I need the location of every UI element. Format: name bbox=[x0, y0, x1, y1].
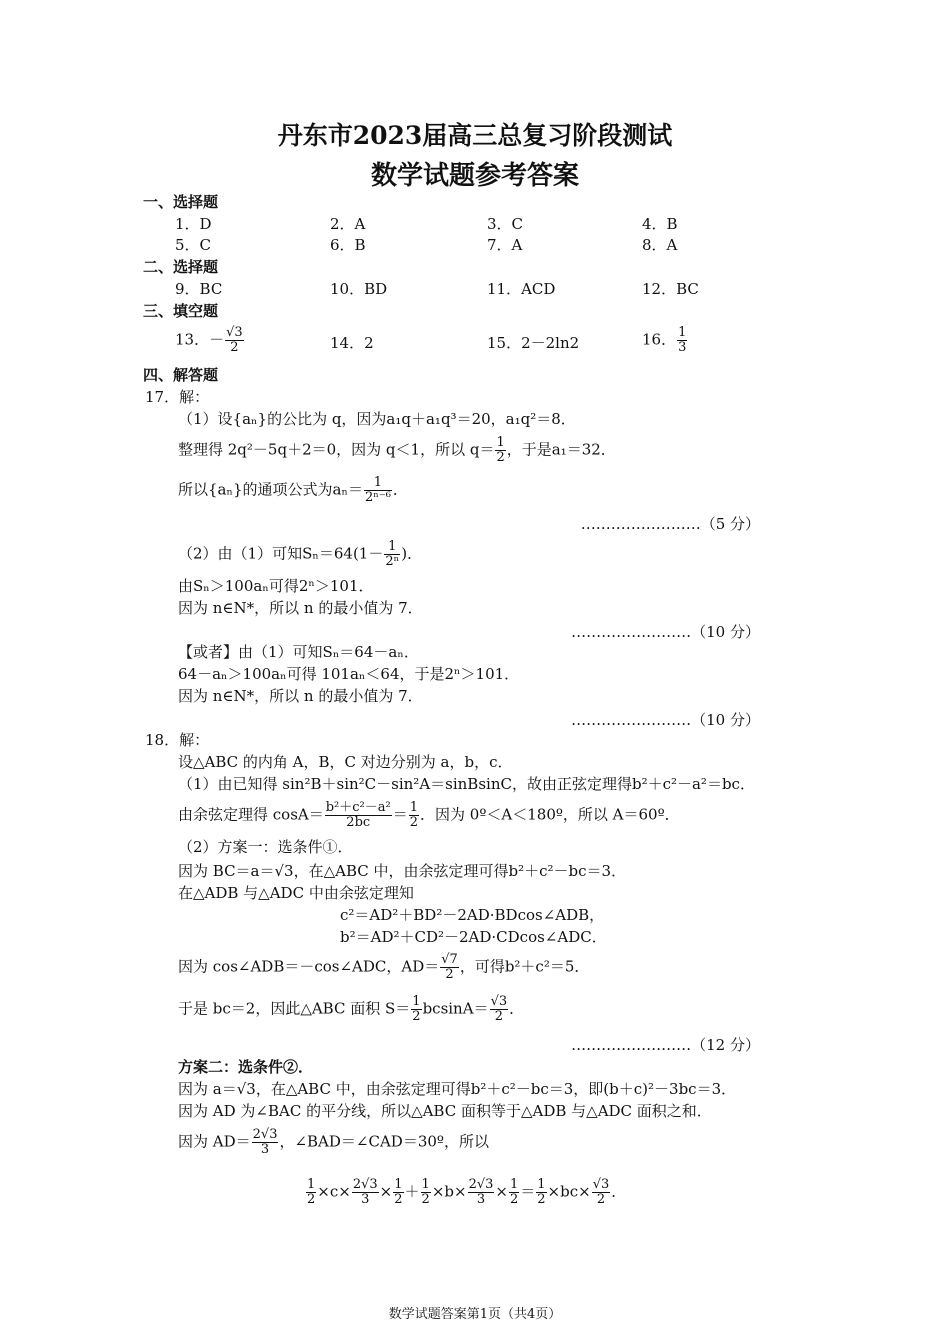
solution-line: （1）由已知得 sin²B＋sin²C－sin²A＝sinBsinC，故由正弦定理得b²＋c²－a²＝bc． bbox=[178, 775, 755, 793]
solution-line: 由余弦定理得 cosA＝ $\frac{\text{b²＋c²－a²}}{2bc}$ ＝ $\frac{1}{2}$ ．因为 0º＜A＜180º，所以 A＝60º． bbox=[178, 800, 680, 830]
answer-item: 5．C bbox=[175, 236, 212, 254]
solution-line: 因为 n∈N*，所以 n 的最小值为 7． bbox=[178, 687, 423, 705]
answer-item: 3．C bbox=[487, 215, 524, 233]
solution-line: 所以{aₙ}的通项公式为aₙ＝ $\frac{1}{\text{2ⁿ⁻⁶}}$ ． bbox=[178, 475, 408, 505]
section-heading: 一、选择题 bbox=[143, 193, 219, 211]
solution-line: 设△ABC 的内角 A，B，C 对边分别为 a，b，c． bbox=[178, 753, 513, 771]
solution-line: 因为 a＝√3，在△ABC 中，由余弦定理可得b²＋c²－bc＝3，即(b＋c)²－3bc＝3． bbox=[178, 1080, 737, 1098]
solution-line: 于是 bc＝2，因此△ABC 面积 S＝ $\frac{1}{2}$ bcsinA＝ $\frac{√3}{2}$ ． bbox=[178, 994, 525, 1024]
answer-item: 15．2－2ln2 bbox=[487, 334, 580, 352]
solution-line: （2）方案一：选条件①． bbox=[178, 838, 353, 856]
score-marker: ……………………（12 分） bbox=[571, 1036, 760, 1054]
answer-item: 2．A bbox=[330, 215, 366, 233]
answer-item: 16． $\frac{1}{3}$ bbox=[642, 325, 687, 355]
section-heading: 四、解答题 bbox=[143, 366, 219, 384]
solution-line: 在△ADB 与△ADC 中由余弦定理知 bbox=[178, 884, 414, 902]
answer-item: 12．BC bbox=[642, 280, 699, 298]
solution-line: 64－aₙ＞100aₙ可得 101aₙ＜64，于是2ⁿ＞101． bbox=[178, 665, 520, 683]
solution-line: 方案二：选条件②． bbox=[178, 1058, 314, 1076]
score-marker: ……………………（5 分） bbox=[580, 515, 760, 533]
solution-line: 整理得 2q²－5q＋2＝0，因为 q＜1，所以 q＝ $\frac{1}{2}$ ，于是a₁＝32． bbox=[178, 435, 616, 465]
answer-item: 1．D bbox=[175, 215, 212, 233]
answer-item: 10．BD bbox=[330, 280, 388, 298]
answer-item: 14．2 bbox=[330, 334, 374, 352]
answer-item: 4．B bbox=[642, 215, 678, 233]
solution-line: 【或者】由（1）可知Sₙ＝64－aₙ． bbox=[178, 643, 419, 661]
score-marker: ……………………（10 分） bbox=[571, 623, 760, 641]
solution-line: （2）由（1）可知Sₙ＝64(1－ $\frac{1}{\text{2ⁿ}}$ )． bbox=[178, 539, 423, 569]
page-subtitle: 数学试题参考答案 bbox=[370, 161, 579, 191]
question-label: 17．解： bbox=[145, 388, 210, 406]
answer-item: 6．B bbox=[330, 236, 366, 254]
solution-line: 由Sₙ＞100aₙ可得2ⁿ＞101． bbox=[178, 577, 374, 595]
page-title: 丹东市2023届高三总复习阶段测试 bbox=[277, 121, 673, 150]
solution-line: 因为 cos∠ADB＝－cos∠ADC，AD＝ $\frac{√7}{2}$ ，可得b²＋c²＝5． bbox=[178, 952, 590, 982]
solution-line: 因为 BC＝a＝√3，在△ABC 中，由余弦定理可得b²＋c²－bc＝3． bbox=[178, 862, 627, 880]
solution-line: 因为 AD 为∠BAC 的平分线，所以△ABC 面积等于△ADB 与△ADC 面积之和． bbox=[178, 1102, 712, 1120]
answer-item: 11．ACD bbox=[487, 280, 556, 298]
answer-item: 8．A bbox=[642, 236, 678, 254]
solution-line: 因为 AD＝ $\frac{2√3}{3}$ ，∠BAD＝∠CAD＝30º，所以 bbox=[178, 1127, 489, 1157]
score-marker: ……………………（10 分） bbox=[571, 711, 760, 729]
answer-item: 13．－ $\frac{√3}{2}$ bbox=[175, 325, 243, 355]
formula-line: b²＝AD²＋CD²－2AD·CDcos∠ADC． bbox=[340, 928, 607, 946]
section-heading: 二、选择题 bbox=[143, 258, 219, 276]
section-heading: 三、填空题 bbox=[143, 302, 219, 320]
formula-line: $\frac{1}{2}$ ×c× $\frac{2√3}{3}$ × $\frac{1}{2}$ ＋ $\frac{1}{2}$ ×b× $\frac{2√3}{3}$ × $\frac{1}{2}$ ＝ $\frac{1}{2}$ ×bc× $\frac{√3}{2}$ ． bbox=[307, 1177, 627, 1207]
page-footer: 数学试题答案第1页（共4页） bbox=[388, 1307, 562, 1322]
solution-line: （1）设{aₙ}的公比为 q，因为a₁q＋a₁q³＝20，a₁q²＝8． bbox=[178, 410, 576, 428]
question-label: 18．解： bbox=[145, 731, 210, 749]
answer-item: 7．A bbox=[487, 236, 523, 254]
formula-line: c²＝AD²＋BD²－2AD·BDcos∠ADB， bbox=[340, 906, 605, 924]
solution-line: 因为 n∈N*，所以 n 的最小值为 7． bbox=[178, 599, 423, 617]
answer-item: 9．BC bbox=[175, 280, 223, 298]
